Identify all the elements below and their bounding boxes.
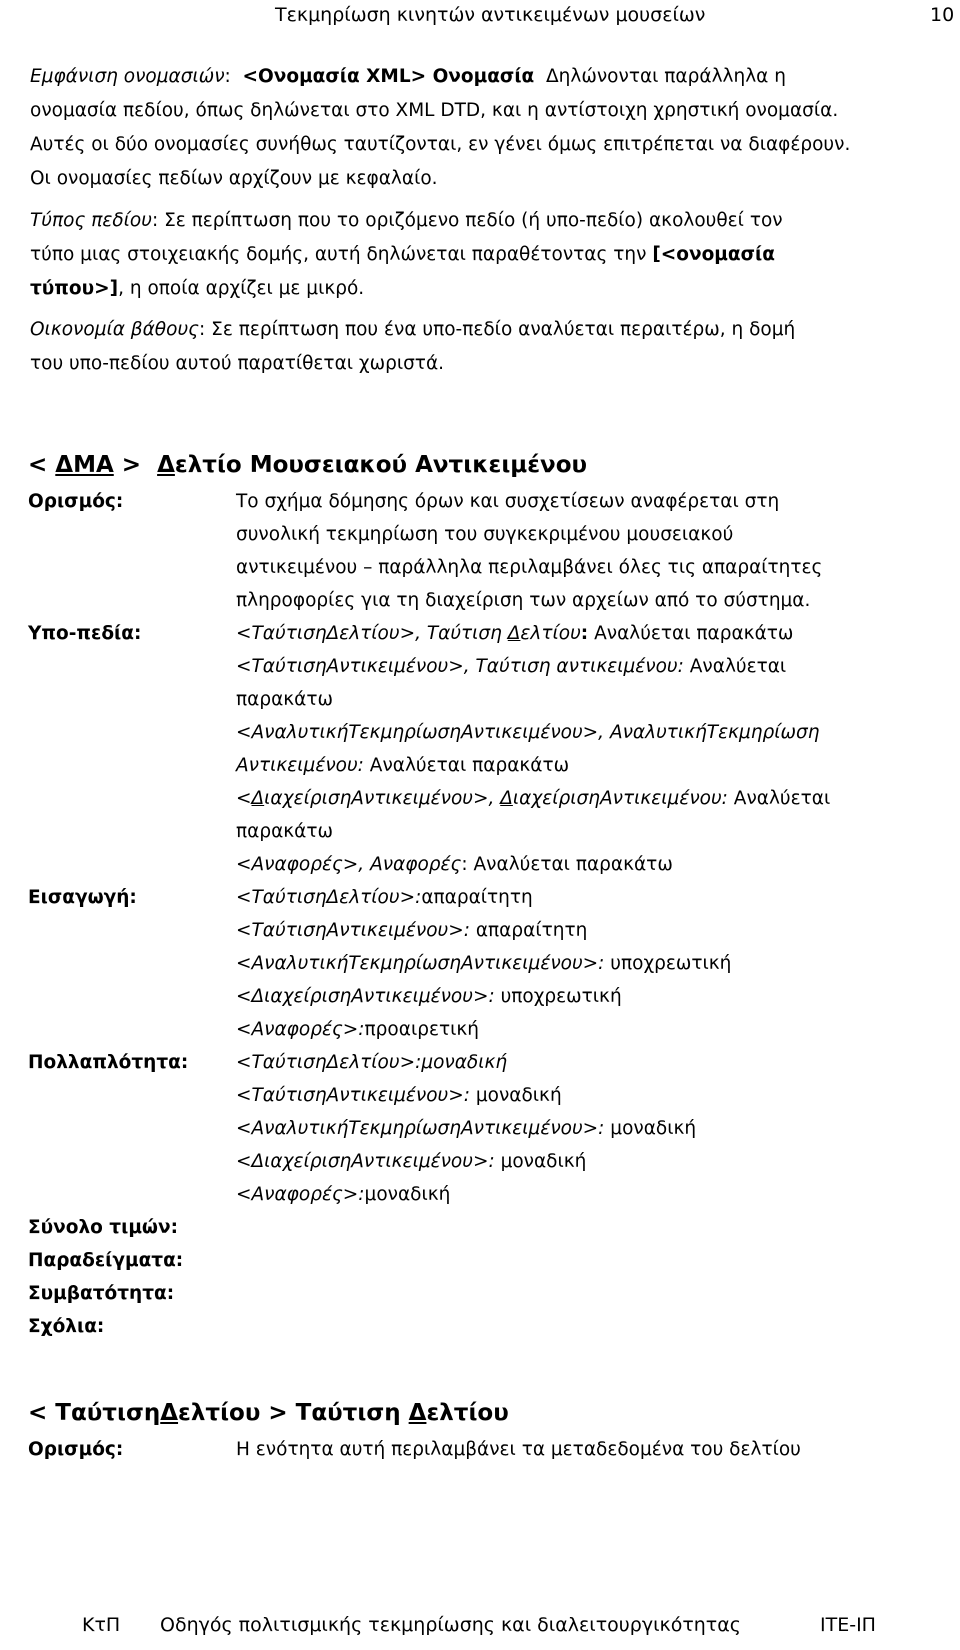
subfields-label: Υπο-πεδία: [28, 623, 142, 644]
title-d: Δ [157, 452, 175, 478]
footer-center: Οδηγός πολιτισμικής τεκμηρίωσης και διαλειτουργικότητας [160, 1614, 741, 1636]
entry-tag: <ΤαύτισηΔελτίου>: [236, 887, 422, 908]
title-rest: ελτίο Μουσειακού Αντικειμένου [174, 452, 588, 478]
p2-line1-rest: : Σε περίπτωση που το οριζόμενο πεδίο (ή υπο-πεδίο) ακολουθεί τον [151, 210, 783, 231]
entry-tag: <ΤαύτισηΑντικειμένου>: [236, 920, 470, 941]
subfield-2 [236, 656, 786, 677]
subfield-4-tag: ιαχείρισηΑντικειμένου>, [264, 788, 501, 809]
multiplicity-row [236, 1052, 507, 1073]
p3-line-2: του υπο-πεδίου αυτού παρατίθεται χωριστά. [30, 353, 445, 374]
subfield-4-d2: Δ [500, 788, 513, 809]
subfield-2-tag: <ΤαύτισηΑντικειμένου>, Ταύτιση αντικειμένου: [236, 656, 684, 677]
subfield-1-d: Δ [507, 623, 521, 644]
footer-right: ΙΤΕ-ΙΠ [820, 1614, 876, 1636]
subfield-3-cont-tag: Αντικειμένου: [236, 755, 364, 776]
p2-line-1 [30, 204, 950, 238]
title-gt: > [113, 452, 150, 478]
entry-row [236, 953, 731, 974]
multiplicity-row [236, 1118, 696, 1139]
entry-tag: <ΑναλυτικήΤεκμηρίωσηΑντικειμένου>: [236, 953, 605, 974]
multiplicity-row [236, 1151, 586, 1172]
multiplicity-tag: <ΤαύτισηΑντικειμένου>: [236, 1085, 470, 1106]
multiplicity-value: μοναδική [604, 1118, 697, 1139]
entry-row [236, 1019, 479, 1040]
running-header-title: Τεκμηρίωση κινητών αντικειμένων μουσείων [275, 4, 706, 26]
subfield-5-tag: <Αναφορές>, Αναφορές [236, 854, 462, 875]
subfield-1-colon: : [580, 623, 589, 644]
p1-line-1 [30, 60, 950, 94]
subfield-4-name: ιαχείρισηΑντικειμένου: [512, 788, 728, 809]
entry-row [236, 887, 533, 908]
subfield-4-desc: Αναλύεται [727, 788, 831, 809]
multiplicity-value: μοναδική [364, 1184, 451, 1205]
entry-value: απαραίτητη [469, 920, 588, 941]
title-code: ΔΜΑ [55, 452, 114, 478]
s2-definition-label: Ορισμός: [28, 1439, 124, 1460]
intro-paragraph-2 [30, 204, 950, 306]
subfield-2-cont: παρακάτω [236, 689, 333, 710]
section-title-dma [28, 452, 587, 478]
p1-term: Εμφάνιση ονομασιών [30, 66, 225, 87]
p1-code: <Ονομασία XML> Ονομασία [242, 66, 535, 87]
subfield-3: <ΑναλυτικήΤεκμηρίωσηΑντικειμένου>, ΑναλυτικήΤεκμηρίωση [236, 722, 820, 743]
definition-line-4: πληροφορίες για τη διαχείριση των αρχείων από το σύστημα. [236, 590, 811, 611]
entry-label: Εισαγωγή: [28, 887, 137, 908]
multiplicity-value: μοναδική [421, 1052, 508, 1073]
subfield-2-desc: Αναλύεται [683, 656, 787, 677]
p2-line-3 [30, 272, 950, 306]
intro-paragraph-3 [30, 313, 950, 381]
s2-title-d1: Δ [160, 1400, 179, 1426]
subfield-5 [236, 854, 673, 875]
entry-row [236, 986, 622, 1007]
definition-label: Ορισμός: [28, 491, 124, 512]
entry-value: απαραίτητη [421, 887, 533, 908]
multiplicity-tag: <ΑναλυτικήΤεκμηρίωσηΑντικειμένου>: [236, 1118, 605, 1139]
multiplicity-tag: <ΔιαχείρισηΑντικειμένου>: [236, 1151, 495, 1172]
p2-line2-text: τύπο μιας στοιχειακής δομής, αυτή δηλώνεται παραθέτοντας την [30, 244, 653, 265]
p1-line1-rest: Δηλώνονται παράλληλα η [546, 66, 786, 87]
p2-type-code-a: [<ονομασία [652, 244, 775, 265]
p2-line3-text: , η οποία αρχίζει με μικρό. [118, 278, 365, 299]
multiplicity-value: μοναδική [469, 1085, 562, 1106]
subfield-5-desc: : Αναλύεται παρακάτω [461, 854, 673, 875]
compatibility-label: Συμβατότητα: [28, 1283, 175, 1304]
subfield-1-desc: Αναλύεται παρακάτω [588, 623, 794, 644]
s2-title-c: ελτίου [426, 1400, 509, 1426]
subfield-3-desc: Αναλύεται παρακάτω [363, 755, 570, 776]
multiplicity-tag: <Αναφορές>: [236, 1184, 365, 1205]
s2-title-a: < Ταύτιση [28, 1400, 161, 1426]
p2-term: Τύπος πεδίου [30, 210, 152, 231]
p1-colon: : [224, 66, 231, 87]
subfield-4 [236, 788, 830, 809]
definition-line-2: συνολική τεκμηρίωση του συγκεκριμένου μουσειακού [236, 524, 734, 545]
comments-label: Σχόλια: [28, 1316, 105, 1337]
p1-line-3: Αυτές οι δύο ονομασίες συνήθως ταυτίζονται, εν γένει όμως επιτρέπεται να διαφέρουν. [30, 134, 851, 155]
multiplicity-label: Πολλαπλότητα: [28, 1052, 189, 1073]
entry-value: υποχρεωτική [604, 953, 732, 974]
entry-value: προαιρετική [364, 1019, 479, 1040]
subfield-3-cont [236, 755, 569, 776]
subfield-1-tag: <ΤαύτισηΔελτίου>, Ταύτιση [236, 623, 508, 644]
p1-line-2: ονομασία πεδίου, όπως δηλώνεται στο XML DTD, και η αντίστοιχη χρηστική ονομασία. [30, 100, 839, 121]
p3-line-1 [30, 313, 950, 347]
subfield-4-d1: Δ [251, 788, 265, 809]
entry-tag: <ΔιαχείρισηΑντικειμένου>: [236, 986, 495, 1007]
multiplicity-row [236, 1085, 562, 1106]
multiplicity-tag: <ΤαύτισηΔελτίου>: [236, 1052, 422, 1073]
entry-tag: <Αναφορές>: [236, 1019, 365, 1040]
value-set-label: Σύνολο τιμών: [28, 1217, 179, 1238]
p2-type-code-b: τύπου>] [30, 278, 119, 299]
intro-paragraph-1 [30, 60, 950, 196]
p3-line1-rest: : Σε περίπτωση που ένα υπο-πεδίο αναλύεται περαιτέρω, η δομή [199, 319, 796, 340]
subfield-4-lt: < [236, 788, 252, 809]
subfield-4-cont: παρακάτω [236, 821, 333, 842]
footer-left: ΚτΠ [82, 1614, 121, 1636]
examples-label: Παραδείγματα: [28, 1250, 184, 1271]
p2-line-2 [30, 238, 950, 272]
title-lt: < [28, 452, 56, 478]
p3-term: Οικονομία βάθους [30, 319, 200, 340]
s2-title-d2: Δ [408, 1400, 427, 1426]
s2-title-b: ελτίου > Ταύτιση [178, 1400, 409, 1426]
definition-line-3: αντικειμένου – παράλληλα περιλαμβάνει όλες τις απαραίτητες [236, 557, 823, 578]
section-title-identification [28, 1400, 509, 1426]
s2-definition: Η ενότητα αυτή περιλαμβάνει τα μεταδεδομένα του δελτίου [236, 1439, 801, 1460]
p1-line-4: Οι ονομασίες πεδίων αρχίζουν με κεφαλαίο. [30, 168, 438, 189]
multiplicity-value: μοναδική [494, 1151, 587, 1172]
subfield-1 [236, 623, 793, 644]
definition-line-1: Το σχήμα δόμησης όρων και συσχετίσεων αναφέρεται στη [236, 491, 780, 512]
entry-value: υποχρεωτική [494, 986, 622, 1007]
page-number: 10 [930, 4, 955, 26]
entry-row [236, 920, 587, 941]
multiplicity-row [236, 1184, 450, 1205]
subfield-1-name: ελτίου [520, 623, 581, 644]
